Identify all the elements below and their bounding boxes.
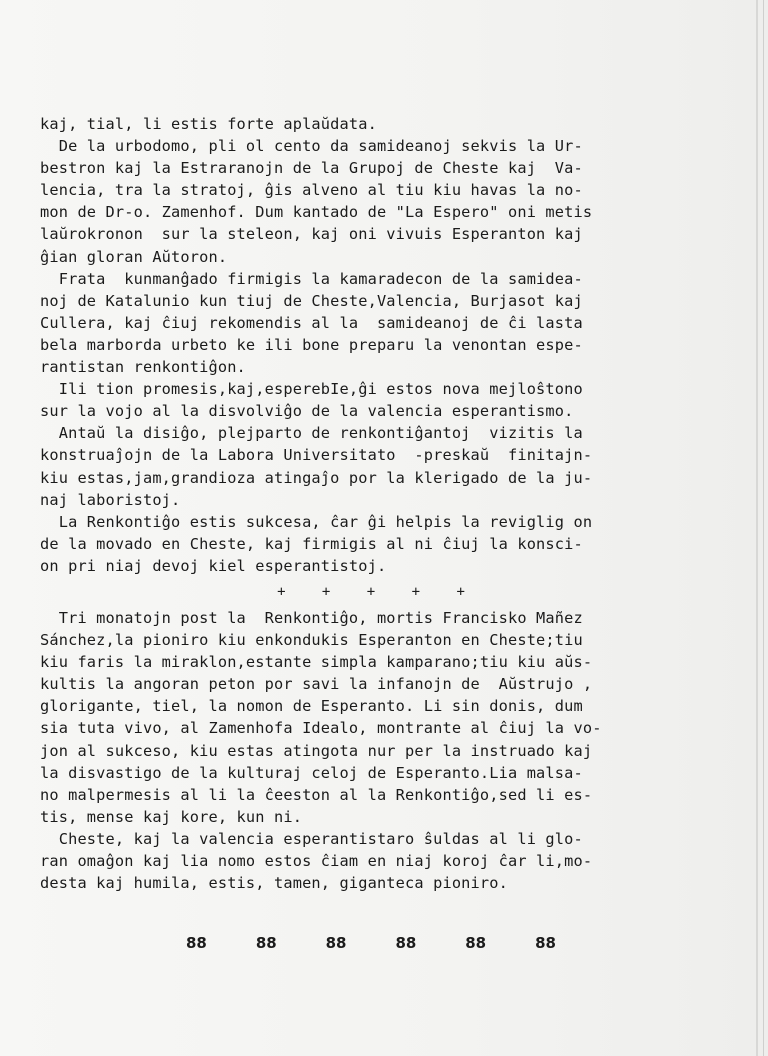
text-line: Cullera, kaj ĉiuj rekomendis al la samideanoj de ĉi lasta [40,313,583,332]
paragraph [40,268,702,378]
page-edge [756,0,758,1056]
text-line: mon de Dr-o. Zamenhof. Dum kantado de "La Espero" oni metis [40,203,593,222]
text-line: glorigante, tiel, la nomon de Esperanto. Li sin donis, dum [40,697,583,716]
ornament-glyph: 88 [465,934,487,952]
ornament-glyph: 88 [535,934,556,952]
paragraph [40,135,702,268]
paragraph [40,422,702,510]
text-line: bestron kaj la Estraranojn de la Grupoj de Cheste kaj Va- [40,159,583,178]
text-line: laŭrokronon sur la steleon, kaj oni vivuis Esperanton kaj [40,225,583,244]
section-separator: + + + + + [277,583,479,600]
text-line: noj de Katalunio kun tiuj de Cheste,Valencia, Burjasot kaj [40,291,583,310]
text-line: kiu faris la miraklon,estante simpla kamparano;tiu kiu aŭs- [40,653,593,672]
text-line: tis, mense kaj kore, kun ni. [40,807,303,826]
text-line: sur la vojo al la disvolviĝo de la valencia esperantismo. [40,402,574,421]
text-line: Sánchez,la pioniro kiu enkondukis Esperanton en Cheste;tiu [40,631,583,650]
text-line: ran omaĝon kaj lia nomo estos ĉiam en niaj koroj ĉar li,mo- [40,852,593,870]
paragraph [40,828,702,894]
text-line: kiu estas,jam,grandioza atingaĵo por la klerigado de la ju- [40,468,593,487]
paragraph [40,607,702,828]
text-line: lencia, tra la stratoj, ĝis alveno al tiu kiu havas la no- [40,181,583,200]
text-line: no malpermesis al li la ĉeeston al la Renkontiĝo,sed li es- [40,785,593,804]
text-line: kultis la angoran peton por savi la infanojn de Aŭstrujo , [40,675,593,694]
ornament-glyph: 88 [395,934,417,952]
ornament-row [186,934,556,952]
paragraph [40,511,702,577]
text-line: konstruaĵojn de la Labora Universitato -preskaŭ finitajn- [40,446,593,465]
text-line: bela marborda urbeto ke ili bone preparu la venontan espe- [40,335,583,354]
text-line: de la movado en Cheste, kaj firmigis al ni ĉiuj la konsci- [40,534,583,553]
paragraph [40,113,702,135]
text-line: la disvastigo de la kulturaj celoj de Esperanto.Lia malsa- [40,763,583,782]
text-line: desta kaj humila, estis, tamen, giganteca pioniro. [40,874,508,893]
text-line: jon al sukceso, kiu estas atingota nur per la instruado kaj [40,741,593,760]
text-line: kaj, tial, li estis forte aplaŭdata. [40,115,377,133]
text-line: Frata kunmanĝado firmigis la kamaradecon de la samidea- [40,269,583,288]
text-line: naj laboristoj. [40,490,181,509]
text-line: La Renkontiĝo estis sukcesa, ĉar ĝi helpis la reviglig on [40,512,593,531]
ornament-glyph: 88 [255,934,277,952]
text-line: Tri monatojn post la Renkontiĝo, mortis Francisko Mañez [40,608,583,627]
text-line: on pri niaj devoj kiel esperantistoj. [40,556,387,575]
text-line: Ili tion promesis,kaj,esperebIe,ĝi estos nova mejloŝtono [40,380,583,399]
text-line: rantistan renkontiĝon. [40,358,246,377]
text-line: sia tuta vivo, al Zamenhofa Idealo, montrante al ĉiuj la vo- [40,719,602,738]
ornament-glyph: 88 [325,934,347,952]
article-body [40,113,702,894]
text-line: ĝian gloran Aŭtoron. [40,247,228,266]
ornament-glyph: 88 [186,934,207,952]
page-edge-outer [763,0,764,1056]
paragraph [40,378,702,422]
text-line: Antaŭ la disiĝo, plejparto de renkontiĝantoj vizitis la [40,424,583,443]
text-line: Cheste, kaj la valencia esperantistaro ŝuldas al li glo- [40,829,583,848]
text-line: De la urbodomo, pli ol cento da samideanoj sekvis la Ur- [40,137,583,156]
